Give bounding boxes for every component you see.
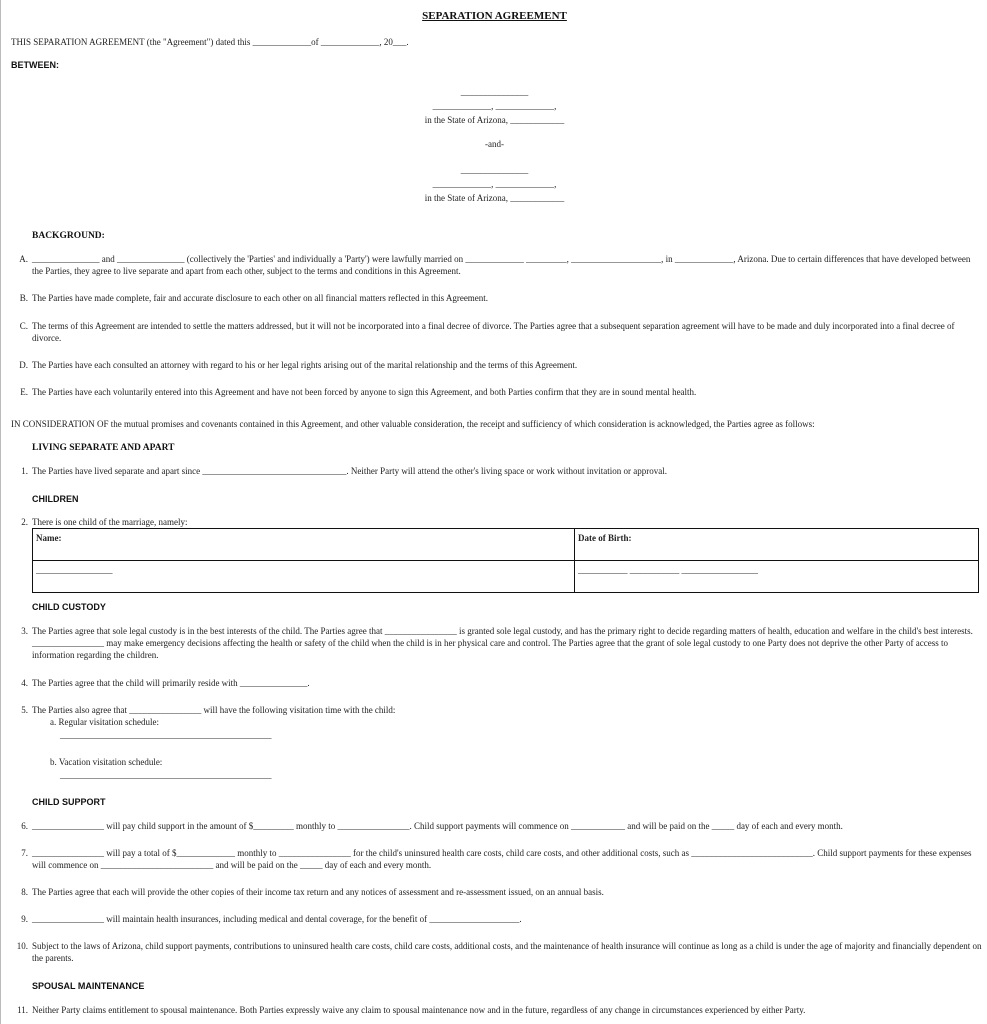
document-title: SEPARATION AGREEMENT bbox=[422, 10, 567, 22]
item-5-num: 5. bbox=[21, 705, 28, 715]
item-9-num: 9. bbox=[21, 914, 28, 924]
party1-state: in the State of Arizona, ____________ bbox=[424, 115, 565, 125]
party1-address: _____________, _____________, bbox=[432, 101, 557, 111]
item-1-num: 1. bbox=[21, 466, 28, 476]
item-6: ________________ will pay child support in the amount of $_________ monthly to ________________. Child support payments will commence on ____________ and will be paid on the _____ day of each and every month. bbox=[32, 821, 843, 831]
background-item-e: The Parties have each voluntarily entered into this Agreement and have not been forced by anyone to sign this Agreement, and both Parties confirm that they are in sound mental health. bbox=[32, 387, 697, 397]
background-item-c: The terms of this Agreement are intended to settle the matters addressed, but it will not be incorporated into a final decree of divorce. The Parties agree that a subsequent separation agreement will have to be made and duly incorporated into a final decree of divorce. bbox=[32, 321, 955, 343]
child-name-field[interactable]: _________________ bbox=[33, 561, 575, 593]
and-separator: -and- bbox=[485, 139, 504, 149]
item-3: The Parties agree that sole legal custody is in the best interests of the child. The Parties agree that ________________ is granted sole legal custody, and has the primary right to decide regarding matters of health, education and welfare in the child's best interests. ________________ may make emergency decisions affecting the health or safety of the child when the child is in her physical care and control. The Parties agree that the grant of sole legal custody to one Party does not deprive the other Party of access to information regarding the children. bbox=[32, 626, 973, 660]
vacation-visitation-line[interactable]: _______________________________________________ bbox=[60, 770, 272, 780]
background-item-d: The Parties have each consulted an attorney with regard to his or her legal rights arising out of the marital relationship and the terms of this Agreement. bbox=[32, 360, 578, 370]
party1-name: _______________ bbox=[460, 87, 529, 97]
item-2-num: 2. bbox=[21, 517, 28, 527]
item-10-num: 10. bbox=[16, 941, 28, 951]
item-11: Neither Party claims entitlement to spousal maintenance. Both Parties expressly waive any claim to spousal maintenance now and in the future, regardless of any change in circumstances experienced by either Party. bbox=[32, 1005, 806, 1015]
item-11-num: 11. bbox=[17, 1005, 28, 1015]
party2-name: _______________ bbox=[460, 165, 529, 175]
item-4-num: 4. bbox=[21, 678, 28, 688]
background-item-d-num: D. bbox=[19, 360, 28, 370]
dob-header: Date of Birth: bbox=[575, 529, 979, 561]
item-8: The Parties agree that each will provide the other copies of their income tax return and any notices of assessment and re-assessment issued, on an annual basis. bbox=[32, 887, 604, 897]
party2-state: in the State of Arizona, ____________ bbox=[424, 193, 565, 203]
item-1: The Parties have lived separate and apart since ________________________________. Neither Party will attend the other's living space or work without invitation or approval. bbox=[32, 466, 667, 476]
item-10: Subject to the laws of Arizona, child support payments, contributions to uninsured health care costs, child care costs, additional costs, and the maintenance of health insurance will continue as long as a child is under the age of majority and financially dependent on the parents. bbox=[32, 941, 982, 963]
regular-visitation-label: a. Regular visitation schedule: bbox=[50, 717, 159, 727]
name-header: Name: bbox=[33, 529, 575, 561]
children-heading: CHILDREN bbox=[32, 494, 79, 504]
table-row bbox=[33, 561, 979, 593]
item-7: ________________ will pay a total of $_____________ monthly to ________________ for the child's uninsured health care costs, child care costs, and other additional costs, such as ___________________________. Child support payments for these expenses will commence on _________________________ and will be paid on the _____ day of each and every month. bbox=[32, 848, 972, 870]
background-item-a-num: A. bbox=[19, 254, 28, 264]
support-heading: CHILD SUPPORT bbox=[32, 797, 106, 807]
child-table bbox=[32, 528, 979, 593]
between-label: BETWEEN: bbox=[11, 60, 59, 70]
background-item-c-num: C. bbox=[19, 321, 28, 331]
item-3-num: 3. bbox=[21, 626, 28, 636]
party2-address: _____________, _____________, bbox=[432, 179, 557, 189]
background-heading: BACKGROUND: bbox=[32, 231, 105, 241]
background-item-b-num: B. bbox=[19, 293, 28, 303]
item-5: The Parties also agree that ________________ will have the following visitation time with the child: bbox=[32, 705, 396, 715]
custody-heading: CHILD CUSTODY bbox=[32, 602, 106, 612]
item-8-num: 8. bbox=[21, 887, 28, 897]
child-dob-field[interactable]: ___________ ___________ _________________ bbox=[575, 561, 979, 593]
table-header-row bbox=[33, 529, 979, 561]
background-item-b: The Parties have made complete, fair and accurate disclosure to each other on all financial matters reflected in this Agreement. bbox=[32, 293, 489, 303]
item-9: ________________ will maintain health insurances, including medical and dental coverage, for the benefit of ____________________. bbox=[32, 914, 522, 924]
background-item-e-num: E. bbox=[20, 387, 28, 397]
agreement-intro: THIS SEPARATION AGREEMENT (the "Agreement") dated this _____________of _____________, 20___. bbox=[11, 37, 409, 47]
item-2: There is one child of the marriage, namely: bbox=[32, 517, 188, 527]
vacation-visitation-label: b. Vacation visitation schedule: bbox=[50, 757, 163, 767]
background-item-a: _______________ and _______________ (collectively the 'Parties' and individually a 'Party') were lawfully married on _____________ _________, ____________________, in _____________, Arizona. Due to certain differences that have developed between the Parties, they agree to live separate and apart from each other, subject to the terms and conditions in this Agreement. bbox=[32, 254, 971, 276]
regular-visitation-line[interactable]: _______________________________________________ bbox=[60, 730, 272, 740]
item-4: The Parties agree that the child will primarily reside with _______________. bbox=[32, 678, 310, 688]
living-heading: LIVING SEPARATE AND APART bbox=[32, 443, 175, 453]
consideration-clause: IN CONSIDERATION OF the mutual promises and covenants contained in this Agreement, and other valuable consideration, the receipt and sufficiency of which consideration is acknowledged, the Parties agree as follows: bbox=[11, 419, 815, 429]
spousal-heading: SPOUSAL MAINTENANCE bbox=[32, 981, 145, 991]
item-7-num: 7. bbox=[21, 848, 28, 858]
item-6-num: 6. bbox=[21, 821, 28, 831]
